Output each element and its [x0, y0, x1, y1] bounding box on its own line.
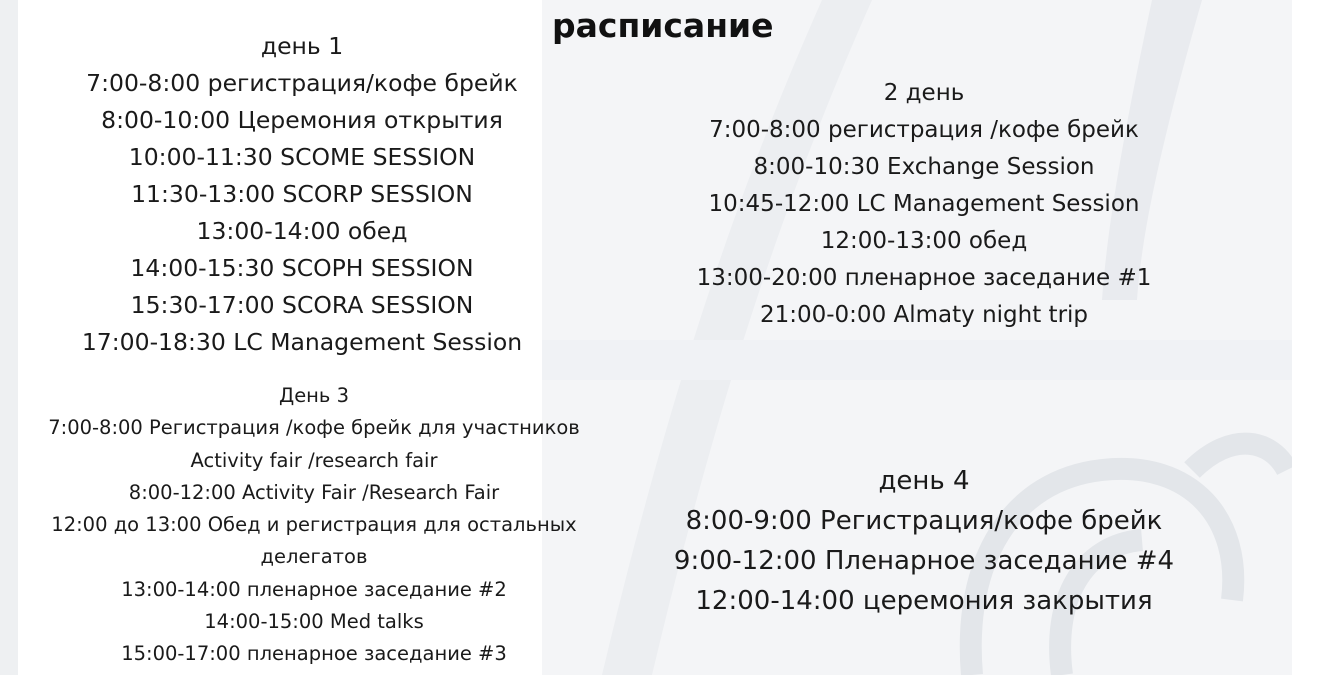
- day-1-schedule: [18, 28, 586, 361]
- schedule-item: 14:00-15:30 SCOPH SESSION: [130, 254, 474, 282]
- schedule-item: 8:00-12:00 Activity Fair /Research Fair: [128, 480, 500, 504]
- schedule-item: 7:00-8:00 регистрация/кофе брейк: [86, 69, 518, 97]
- schedule-item: 12:00-13:00 обед: [820, 228, 1028, 254]
- day-2-schedule: [654, 75, 1194, 334]
- schedule-item: 10:45-12:00 LC Management Session: [708, 191, 1140, 217]
- schedule-item: 11:30-13:00 SCORP SESSION: [131, 180, 473, 208]
- schedule-item: 15:30-17:00 SCORA SESSION: [130, 291, 474, 319]
- day-4-header: день 4: [878, 466, 970, 496]
- page-title: расписание: [552, 6, 774, 45]
- schedule-item: 8:00-10:00 Церемония открытия: [101, 106, 503, 134]
- left-edge-band: [0, 0, 18, 675]
- schedule-item: 9:00-12:00 Пленарное заседание #4: [673, 546, 1175, 576]
- day-1-header: день 1: [260, 32, 344, 60]
- schedule-item: 14:00-15:00 Med talks: [204, 610, 424, 634]
- schedule-item: 17:00-18:30 LC Management Session: [81, 328, 523, 356]
- day-3-header: День 3: [278, 384, 350, 407]
- schedule-item: 13:00-14:00 обед: [196, 217, 408, 245]
- schedule-item: 15:00-17:00 пленарное заседание #3: [121, 642, 507, 666]
- day-2-header: 2 день: [883, 80, 965, 106]
- schedule-item: 12:00-14:00 церемония закрытия: [695, 586, 1153, 616]
- schedule-item: 8:00-9:00 Регистрация/кофе брейк: [685, 506, 1163, 536]
- schedule-item: 12:00 до 13:00 Обед и регистрация для остальных делегатов: [51, 513, 577, 569]
- schedule-item: 7:00-8:00 Регистрация /кофе брейк для участников Activity fair /research fair: [48, 416, 580, 472]
- right-edge-band: [1292, 0, 1320, 675]
- day-3-schedule: [18, 380, 610, 671]
- schedule-item: 8:00-10:30 Exchange Session: [753, 154, 1095, 180]
- schedule-item: 21:00-0:00 Almaty night trip: [759, 302, 1089, 328]
- day-4-schedule: [654, 461, 1194, 621]
- schedule-item: 13:00-14:00 пленарное заседание #2: [121, 577, 507, 601]
- schedule-item: 13:00-20:00 пленарное заседание #1: [696, 265, 1152, 291]
- schedule-item: 7:00-8:00 регистрация /кофе брейк: [709, 117, 1139, 143]
- schedule-item: 10:00-11:30 SCOME SESSION: [128, 143, 476, 171]
